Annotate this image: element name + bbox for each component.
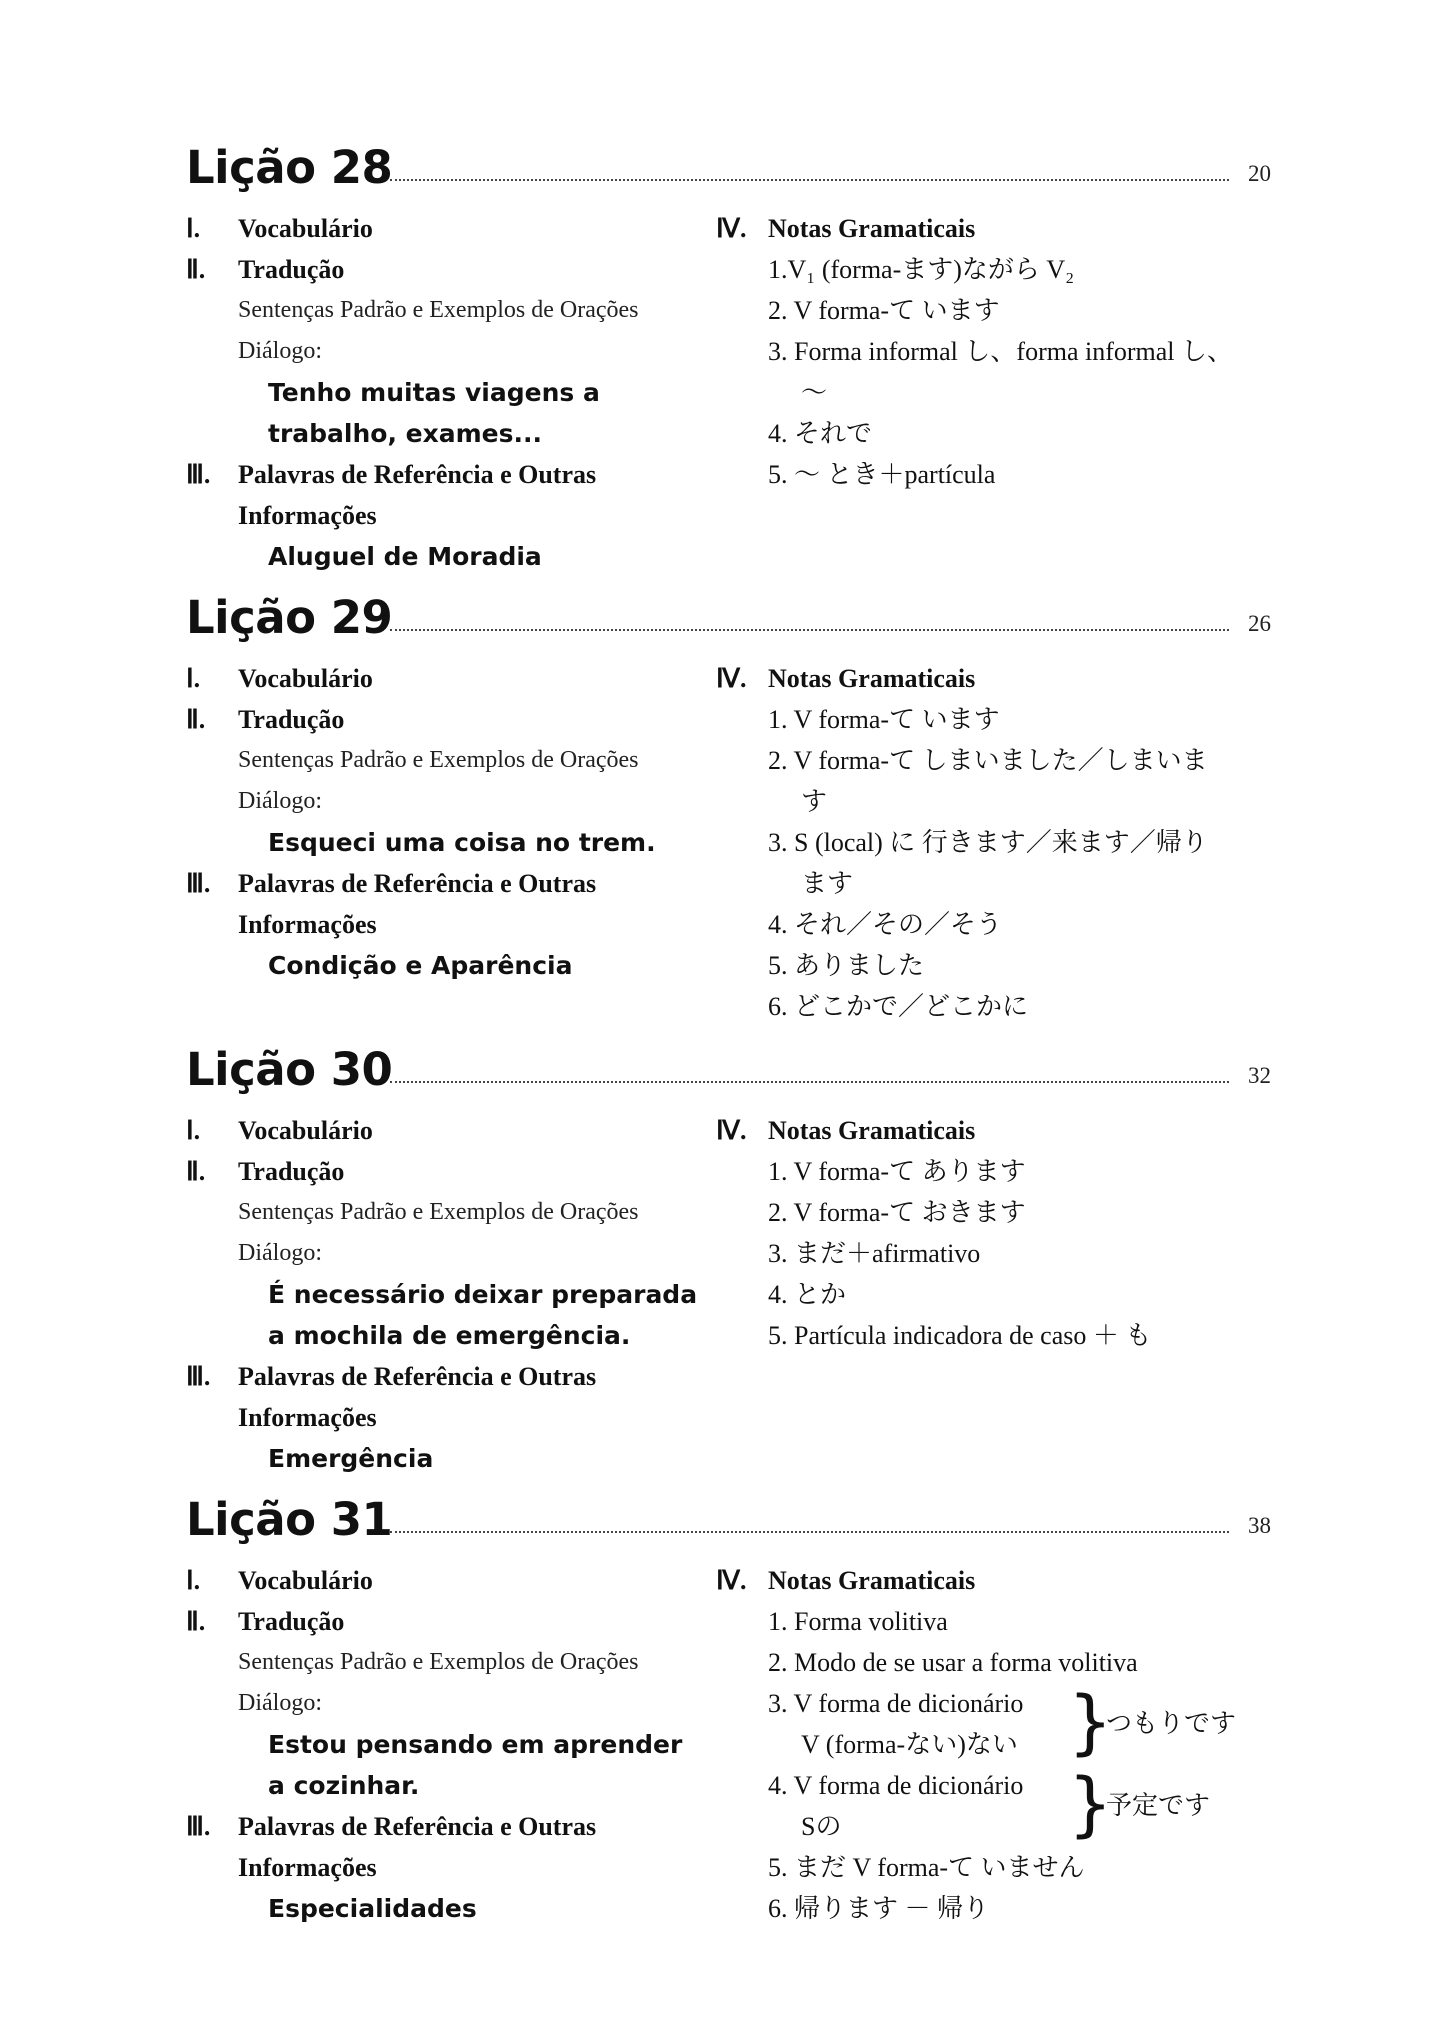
page-number: 32 bbox=[1248, 1063, 1271, 1088]
section-label: Tradução bbox=[238, 1157, 345, 1186]
brace-result: 予定です bbox=[1106, 1791, 1211, 1820]
grammar-item-text: 3. V forma de dicionário bbox=[768, 1689, 1024, 1718]
grammar-item: 6. どこかで／どこかに bbox=[768, 992, 1029, 1021]
section-label: Notas Gramaticais bbox=[768, 1566, 976, 1595]
grammar-item: 4. それ／その／そう bbox=[768, 910, 1003, 939]
subsection-sentences: Sentenças Padrão e Exemplos de Orações bbox=[238, 1199, 639, 1225]
reference-title: Condição e Aparência bbox=[268, 951, 573, 980]
lesson-title: Lição 29 bbox=[186, 591, 393, 644]
right-brace: } bbox=[1068, 1763, 1113, 1845]
dot-leader bbox=[390, 629, 1229, 631]
roman-numeral: Ⅰ. bbox=[186, 664, 201, 693]
roman-numeral: Ⅳ. bbox=[716, 664, 747, 693]
subsection-sentences: Sentenças Padrão e Exemplos de Orações bbox=[238, 297, 639, 323]
section-vocabulary bbox=[186, 1560, 716, 1601]
section-label: Vocabulário bbox=[238, 664, 373, 693]
section-label: Palavras de Referência e Outras bbox=[238, 1362, 597, 1391]
section-reference bbox=[186, 1806, 716, 1847]
section-label: Tradução bbox=[238, 705, 345, 734]
dialog-title: Esqueci uma coisa no trem. bbox=[268, 828, 656, 857]
roman-numeral: Ⅳ. bbox=[716, 214, 747, 243]
grammar-item: 4. それで bbox=[768, 419, 873, 448]
subsection-dialog: Diálogo: bbox=[238, 788, 322, 814]
right-column bbox=[716, 1560, 1296, 1929]
section-translation bbox=[186, 1601, 716, 1642]
roman-numeral: Ⅰ. bbox=[186, 214, 201, 243]
grammar-item-cont: Sの bbox=[801, 1812, 842, 1841]
section-label: Notas Gramaticais bbox=[768, 214, 976, 243]
roman-numeral: Ⅱ. bbox=[186, 1157, 206, 1186]
roman-numeral: Ⅲ. bbox=[186, 1812, 211, 1841]
reference-title: Emergência bbox=[268, 1444, 434, 1473]
grammar-item: 5. まだ V forma-て いません bbox=[768, 1853, 1085, 1882]
lesson-title: Lição 30 bbox=[186, 1043, 393, 1096]
section-label: Palavras de Referência e Outras bbox=[238, 1812, 597, 1841]
section-vocabulary bbox=[186, 658, 716, 699]
roman-numeral: Ⅱ. bbox=[186, 1607, 206, 1636]
lesson-title: Lição 28 bbox=[186, 141, 393, 194]
section-translation bbox=[186, 699, 716, 740]
roman-numeral: Ⅳ. bbox=[716, 1116, 747, 1145]
section-label: Palavras de Referência e Outras bbox=[238, 460, 597, 489]
reference-title: Aluguel de Moradia bbox=[268, 542, 542, 571]
section-label-cont: Informações bbox=[238, 910, 377, 939]
section-grammar bbox=[716, 658, 1296, 699]
section-label: Vocabulário bbox=[238, 214, 373, 243]
section-label: Notas Gramaticais bbox=[768, 664, 976, 693]
page-number: 20 bbox=[1248, 161, 1271, 186]
grammar-item: 3. S (local) に 行きます／来ます／帰り bbox=[768, 828, 1208, 857]
right-column bbox=[716, 208, 1296, 495]
left-column bbox=[186, 658, 716, 986]
roman-numeral: Ⅳ. bbox=[716, 1566, 747, 1595]
roman-numeral: Ⅰ. bbox=[186, 1566, 201, 1595]
grammar-item: 5. ありました bbox=[768, 951, 925, 980]
dialog-title: É necessário deixar preparada bbox=[268, 1280, 698, 1309]
left-column bbox=[186, 1110, 716, 1479]
section-label: Vocabulário bbox=[238, 1116, 373, 1145]
section-grammar bbox=[716, 1560, 1296, 1601]
lesson-header bbox=[186, 1490, 1271, 1550]
roman-numeral: Ⅱ. bbox=[186, 705, 206, 734]
section-vocabulary bbox=[186, 1110, 716, 1151]
dialog-title: Estou pensando em aprender bbox=[268, 1730, 683, 1759]
dialog-title: trabalho, exames... bbox=[268, 419, 542, 448]
grammar-item: 1. V forma-て います bbox=[768, 705, 1000, 734]
dot-leader bbox=[390, 1531, 1229, 1533]
grammar-item: 2. V forma-て しまいました／しまいま bbox=[768, 746, 1208, 775]
section-translation bbox=[186, 1151, 716, 1192]
grammar-item: 1.V₁ (forma-ます)ながら V₂ bbox=[768, 255, 1075, 284]
grammar-item: 1. V forma-て あります bbox=[768, 1157, 1026, 1186]
roman-numeral: Ⅱ. bbox=[186, 255, 206, 284]
grammar-item: 2. Modo de se usar a forma volitiva bbox=[768, 1648, 1138, 1677]
section-label-cont: Informações bbox=[238, 501, 377, 530]
dialog-title: a mochila de emergência. bbox=[268, 1321, 631, 1350]
lesson-header bbox=[186, 588, 1271, 648]
roman-numeral: Ⅰ. bbox=[186, 1116, 201, 1145]
page-number: 38 bbox=[1248, 1513, 1271, 1538]
page-number: 26 bbox=[1248, 611, 1271, 636]
roman-numeral: Ⅲ. bbox=[186, 869, 211, 898]
grammar-item-text: 4. V forma de dicionário bbox=[768, 1771, 1024, 1800]
lesson-header bbox=[186, 138, 1271, 198]
section-reference bbox=[186, 1356, 716, 1397]
grammar-item: 2. V forma-て います bbox=[768, 296, 1000, 325]
subsection-sentences: Sentenças Padrão e Exemplos de Orações bbox=[238, 747, 639, 773]
left-column bbox=[186, 1560, 716, 1929]
lesson-title: Lição 31 bbox=[186, 1493, 393, 1546]
dialog-title: a cozinhar. bbox=[268, 1771, 420, 1800]
grammar-item-cont: ～ bbox=[801, 378, 828, 407]
section-label: Tradução bbox=[238, 255, 345, 284]
section-label: Notas Gramaticais bbox=[768, 1116, 976, 1145]
right-column bbox=[716, 658, 1296, 1027]
section-grammar bbox=[716, 1110, 1296, 1151]
subsection-dialog: Diálogo: bbox=[238, 1240, 322, 1266]
subsection-dialog: Diálogo: bbox=[238, 338, 322, 364]
grammar-item-cont: V (forma-ない)ない bbox=[801, 1730, 1018, 1759]
section-vocabulary bbox=[186, 208, 716, 249]
grammar-item: 4. とか bbox=[768, 1280, 847, 1309]
grammar-item: 6. 帰ります － 帰り bbox=[768, 1894, 990, 1923]
section-translation bbox=[186, 249, 716, 290]
left-column bbox=[186, 208, 716, 577]
section-label: Tradução bbox=[238, 1607, 345, 1636]
grammar-item-cont: ます bbox=[801, 869, 854, 898]
roman-numeral: Ⅲ. bbox=[186, 460, 211, 489]
grammar-item: 3. まだ＋afirmativo bbox=[768, 1239, 981, 1268]
grammar-item-cont: す bbox=[801, 787, 828, 816]
section-reference bbox=[186, 863, 716, 904]
section-label: Palavras de Referência e Outras bbox=[238, 869, 597, 898]
section-label: Vocabulário bbox=[238, 1566, 373, 1595]
grammar-item: 5. Partícula indicadora de caso ＋ も bbox=[768, 1321, 1152, 1350]
dialog-title: Tenho muitas viagens a bbox=[268, 378, 600, 407]
brace-result: つもりです bbox=[1106, 1709, 1237, 1738]
section-reference bbox=[186, 454, 716, 495]
right-column bbox=[716, 1110, 1296, 1356]
reference-title: Especialidades bbox=[268, 1894, 477, 1923]
grammar-item: 2. V forma-て おきます bbox=[768, 1198, 1026, 1227]
right-brace: } bbox=[1068, 1681, 1113, 1763]
dot-leader bbox=[390, 1081, 1229, 1083]
grammar-item: 3. Forma informal し、forma informal し、 bbox=[768, 337, 1234, 366]
section-label-cont: Informações bbox=[238, 1403, 377, 1432]
section-grammar bbox=[716, 208, 1296, 249]
grammar-item: 1. Forma volitiva bbox=[768, 1607, 948, 1636]
subsection-sentences: Sentenças Padrão e Exemplos de Orações bbox=[238, 1649, 639, 1675]
section-label-cont: Informações bbox=[238, 1853, 377, 1882]
grammar-item: 5. ～ とき＋partícula bbox=[768, 460, 996, 489]
lesson-header bbox=[186, 1040, 1271, 1100]
dot-leader bbox=[390, 179, 1229, 181]
roman-numeral: Ⅲ. bbox=[186, 1362, 211, 1391]
subsection-dialog: Diálogo: bbox=[238, 1690, 322, 1716]
